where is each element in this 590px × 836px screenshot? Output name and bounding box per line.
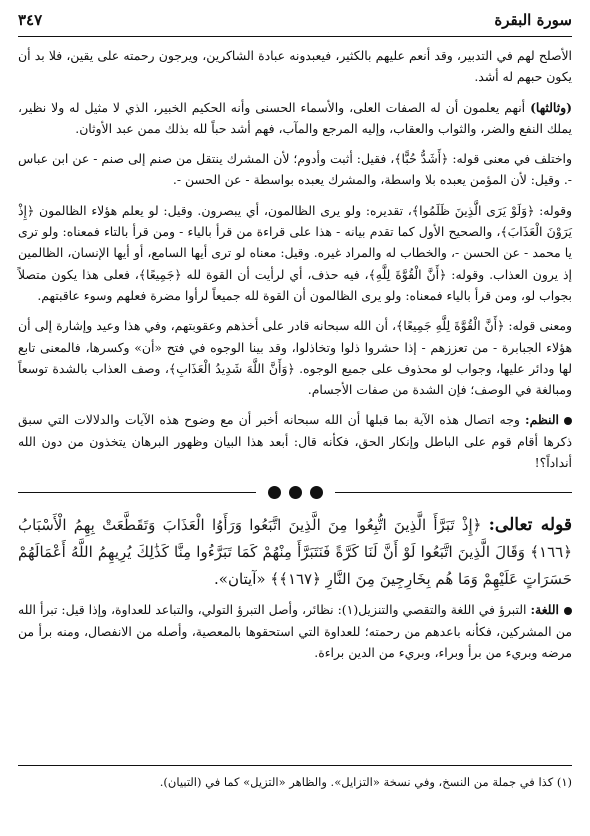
lughah-label: اللغة: <box>530 602 559 618</box>
bullet-icon <box>564 607 572 615</box>
verse-count-note: «آيتان». <box>214 570 266 589</box>
dot-icon <box>268 486 281 499</box>
verse-text: ﴿إِذْ تَبَرَّأَ الَّذِينَ اتُّبِعُوا مِنَ الَّذِينَ اتَّبَعُوا وَرَأَوُا الْعَذَابَ وَتَقَطَّعَتْ بِهِمُ الْأَسْبَابُ ﴿١٦٦﴾ وَقَالَ الَّذِينَ اتَّبَعُوا لَوْ أَنَّ لَنَا كَرَّةً فَنَتَبَرَّأَ مِنْهُمْ كَمَا تَبَرَّءُوا مِنَّا كَذَٰلِكَ يُرِيهِمُ اللَّهُ أَعْمَالَهُمْ حَسَرَاتٍ عَلَيْهِمْ وَمَا هُم بِخَارِجِينَ مِنَ النَّارِ ﴿١٦٧﴾﴾ <box>18 516 572 589</box>
paragraph-nazm: النظم: وجه اتصال هذه الآية بما قبلها أن الله سبحانه أخبر أن مع وضوح هذه الآيات والدلالات التي سبق ذكرها أقام قوم على الباطل وإنكار الحق، فكأنه قال: أبعد هذا البيان وظهور البرهان يتخذون من دون الله أنداداً؟! <box>18 412 572 471</box>
page-header <box>18 6 572 34</box>
footnote: (١) كذا في جملة من النسخ، وفي نسخة «التزايل». والظاهر «التزيل» كما في (التبيان). <box>159 775 572 789</box>
paragraph-lughah: اللغة: التبرؤ في اللغة والتقصي والتنزيل(١): نظائر، وأصل التبرؤ التولي، والتباعد للعداوة، وإذا قيل: تبرأ الله من المشركين، فكأنه باعدهم من رحمته؛ للعداوة التي استحقوها بالمعصية، وأصله من الانفصال، ومنه برأ من مرضه وبريء من برأ وبراء، وبريء من الدين براءة. <box>18 602 572 660</box>
page-number: ٣٤٧ <box>18 11 43 29</box>
dot-icon <box>310 486 323 499</box>
header-rule <box>18 36 572 37</box>
surah-title: سورة البقرة <box>494 11 572 29</box>
verse-block <box>18 512 572 593</box>
section-separator <box>18 482 572 502</box>
verse-label: قوله تعالى: <box>488 515 572 536</box>
lughah-section <box>18 599 572 663</box>
paragraph-1: الأصلح لهم في التدبير، وقد أنعم عليهم بالكثير، فيعبدونه عبادة الشاكرين، ويرجون رحمته على يقين، فلا بد أن يكون حبهم له أشد. <box>18 48 572 85</box>
paragraph-2: (وثالثها) أنهم يعلمون أن له الصفات العلى، والأسماء الحسنى وأنه الحكيم الخبير، الذي لا مثيل له ولا نظير، يملك النفع والضر، والثواب والعقاب، وإليه المرجع والمآب، فهم أشد حباً لله بذلك ممن عبد الأوثان. <box>18 99 572 136</box>
paragraph-3: واختلف في معنى قوله: ﴿أَشَدُّ حُبًّا﴾، فقيل: أثبت وأدوم؛ لأن المشرك ينتقل من صنم إلى صنم - عن ابن عباس -. وقيل: لأن المؤمن يعبده بلا واسطة، والمشرك يعبده بواسطة - عن الحسن -. <box>18 151 572 188</box>
bullet-icon <box>564 417 572 425</box>
paragraph-5: ومعنى قوله: ﴿أَنَّ الْقُوَّةَ لِلَّهِ جَمِيعًا﴾، أن الله سبحانه قادر على أخذهم وعقوبتهم، وفي هذا وعيد وإشارة إلى أن هؤلاء الجبابرة - من تعززهم - إذا حشروا ذلوا وتخاذلوا، وقد بينا الوجوه في فتح «أن» وكسرها، فالمعنى تابع لها ودائر عليها، وجواب لو محذوف على جميع الوجوه. ﴿وَأَنَّ اللَّهَ شَدِيدُ الْعَذَابِ﴾، وصف العذاب بالشدة توسعاً ومبالغة في الوصف؛ فإن الشدة من صفات الأجسام. <box>18 318 572 398</box>
commentary-body <box>18 45 572 473</box>
dot-icon <box>289 486 302 499</box>
paragraph-4: وقوله: ﴿وَلَوْ يَرَى الَّذِينَ ظَلَمُوا﴾، تقديره: ولو يرى الظالمون، أي يبصرون. وقيل: لو يعلم هؤلاء الظالمون ﴿إِذْ يَرَوْنَ الْعَذَابَ﴾، والصحيح الأول كما تقدم بيانه - هذا على قراءة من قرأ بالياء - ومن قرأ بالتاء فمعناه: ولو ترى يا محمد - عن الحسن -، والخطاب له والمراد غيره. وقيل: معناه لو ترى أيها السامع، أو أيها الإنسان، الظالمين إذ يرون العذاب. وقوله: ﴿أَنَّ الْقُوَّةَ لِلَّهِ﴾، فيه حذف، أي لرأيت أن القوة لله ﴿جَمِيعًا﴾، فعلى هذا يكون متصلاً بجواب لو، ومن قرأ بالياء فمعناه: ولو يرى الظالمون أن القوة لله جميعاً لرأوا مضرة فعلهم وسوء عاقبتهم. <box>18 202 572 303</box>
separator-dots <box>256 486 335 499</box>
nazm-label: النظم: <box>525 412 559 428</box>
paragraph-lead: (وثالثها) <box>530 99 572 115</box>
footnote-rule <box>18 765 572 766</box>
